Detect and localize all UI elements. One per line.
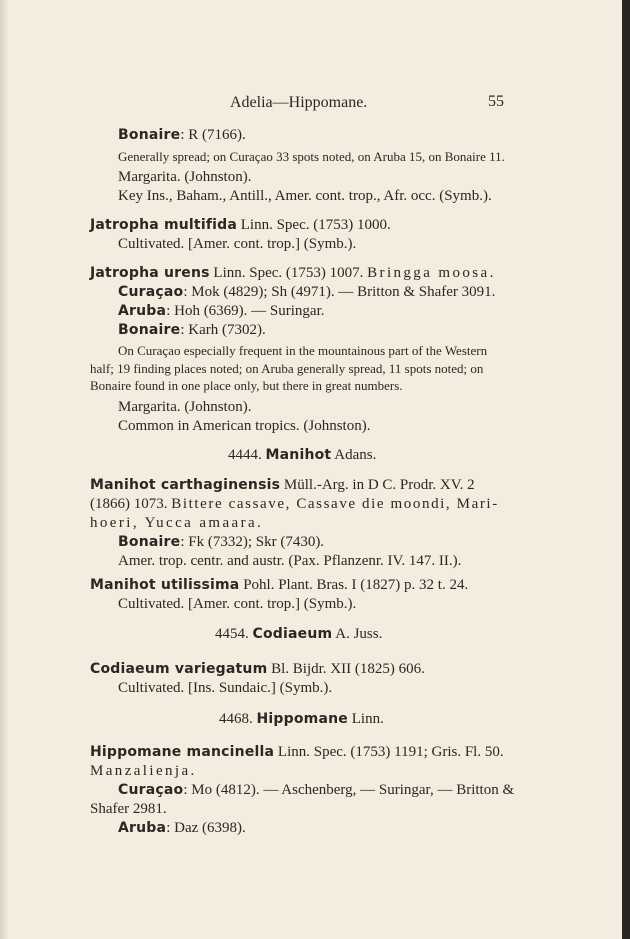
species-entry: Jatropha urens Linn. Spec. (1753) 1007. Bringga moosa.: [90, 265, 496, 281]
vernacular-name: Bringga moosa.: [367, 265, 496, 281]
species-name: Jatropha urens: [90, 265, 210, 281]
text-line: half; 19 finding places noted; on Aruba generally spread, 11 spots noted; on: [90, 361, 484, 376]
vernacular-name: Manzalienja.: [90, 763, 197, 779]
genus-heading: 4454. Codiaeum A. Juss.: [215, 626, 383, 642]
vernacular-name: Bittere cassave, Cassave die moondi, Mari-: [171, 496, 499, 512]
text-line: Margarita. (Johnston).: [118, 169, 252, 185]
species-entry: Codiaeum variegatum Bl. Bijdr. XII (1825) 606.: [90, 661, 425, 677]
text-line: Curaçao: Mok (4829); Sh (4971). — Britton & Shafer 3091.: [118, 284, 496, 300]
locality-label: Aruba: [118, 303, 167, 319]
locality-label: Bonaire: [118, 127, 181, 143]
text-line: Aruba: Hoh (6369). — Suringar.: [118, 303, 325, 319]
text-line: On Curaçao especially frequent in the mountainous part of the Western: [118, 343, 488, 358]
text-line: Amer. trop. centr. and austr. (Pax. Pflanzenr. IV. 147. II.).: [118, 553, 462, 569]
locality-label: Curaçao: [118, 782, 184, 798]
text-line: Curaçao: Mo (4812). — Aschenberg, — Suringar, — Britton &: [118, 782, 515, 798]
page-number: 55: [488, 93, 504, 110]
text-line: Cultivated. [Amer. cont. trop.] (Symb.).: [118, 596, 357, 612]
locality-label: Aruba: [118, 820, 167, 836]
species-entry: Manihot carthaginensis Müll.-Arg. in D C. Prodr. XV. 2: [90, 477, 475, 493]
text-line: Bonaire: Fk (7332); Skr (7430).: [118, 534, 325, 550]
species-entry: Jatropha multifida Linn. Spec. (1753) 1000.: [90, 217, 391, 233]
text-line: Bonaire: R (7166).: [118, 127, 246, 143]
locality-label: Bonaire: [118, 534, 181, 550]
locality-label: Bonaire: [118, 322, 181, 338]
text-line: Shafer 2981.: [90, 801, 167, 817]
text-line: (1866) 1073. Bittere cassave, Cassave die moondi, Mari-: [90, 496, 499, 512]
species-name: Hippomane mancinella: [90, 744, 275, 760]
text-line: Cultivated. [Amer. cont. trop.] (Symb.).: [118, 236, 357, 252]
species-entry: Hippomane mancinella Linn. Spec. (1753) 1191; Gris. Fl. 50.: [90, 744, 504, 760]
text-line: Margarita. (Johnston).: [118, 399, 252, 415]
text-line: Bonaire found in one place only, but there in great numbers.: [90, 378, 403, 393]
genus-heading: 4468. Hippomane Linn.: [219, 711, 384, 727]
genus-name: Codiaeum: [252, 626, 333, 642]
running-header-title: Adelia—Hippomane.: [230, 94, 368, 111]
text-line: Key Ins., Baham., Antill., Amer. cont. trop., Afr. occ. (Symb.).: [118, 188, 492, 204]
genus-name: Hippomane: [256, 711, 348, 727]
page-gutter: [0, 0, 8, 939]
text-line: Aruba: Daz (6398).: [118, 820, 246, 836]
genus-heading: 4444. Manihot Adans.: [228, 447, 377, 463]
species-entry: Manihot utilissima Pohl. Plant. Bras. I (1827) p. 32 t. 24.: [90, 577, 469, 593]
genus-name: Manihot: [265, 447, 332, 463]
species-name: Jatropha multifida: [90, 217, 237, 233]
locality-label: Curaçao: [118, 284, 184, 300]
text-line: Bonaire: Karh (7302).: [118, 322, 266, 338]
text-line: Cultivated. [Ins. Sundaic.] (Symb.).: [118, 680, 333, 696]
text-line: Common in American tropics. (Johnston).: [118, 418, 371, 434]
species-name: Manihot carthaginensis: [90, 477, 281, 493]
species-name: Codiaeum variegatum: [90, 661, 268, 677]
species-name: Manihot utilissima: [90, 577, 240, 593]
vernacular-name: hoeri, Yucca amaara.: [90, 515, 264, 531]
text-line: Generally spread; on Curaçao 33 spots noted, on Aruba 15, on Bonaire 11.: [118, 149, 505, 164]
